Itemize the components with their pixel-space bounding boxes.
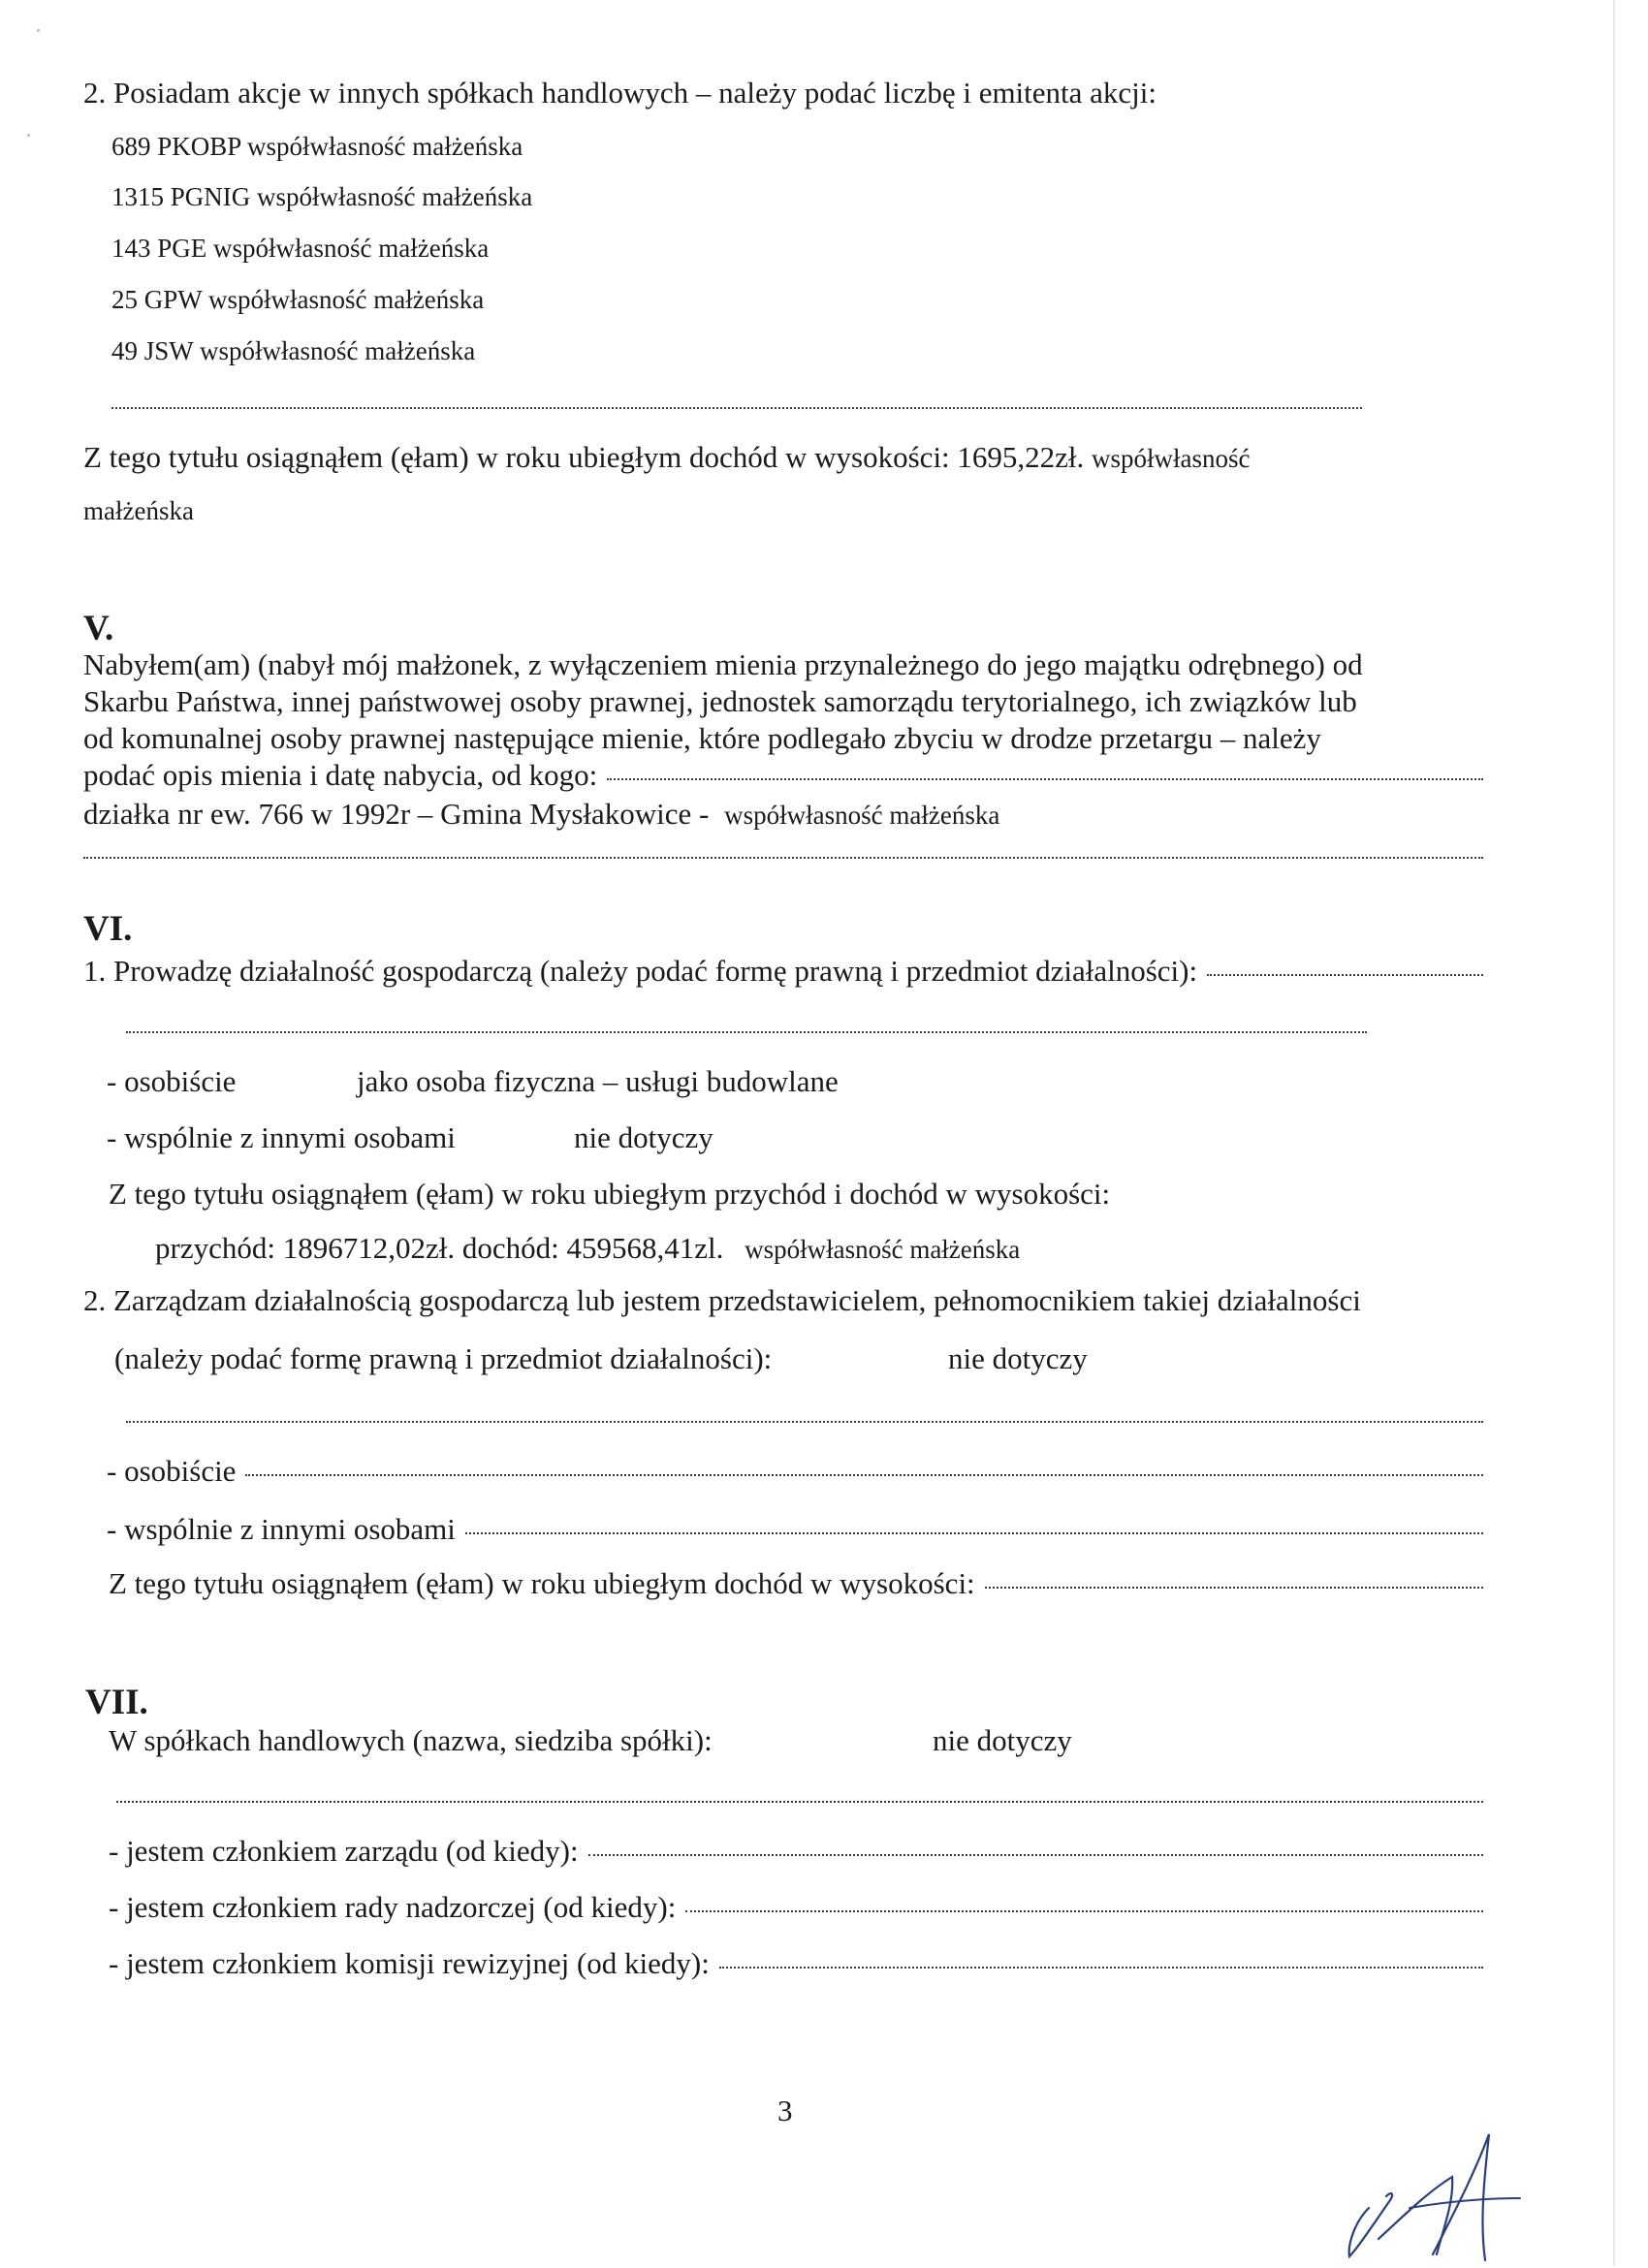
share-item: 143 PGE współwłasność małżeńska [111, 234, 490, 263]
dotted-fill [685, 1910, 1483, 1912]
section-v-answer-text: działka nr ew. 766 w 1992r – Gmina Mysłakowice - [83, 797, 710, 831]
dotted-fill [245, 1474, 1483, 1476]
management-personal-label: - osobiście [107, 1454, 237, 1488]
companies-question: W spółkach handlowych (nazwa, siedziba spółki): [109, 1723, 713, 1757]
business-revenue-text: przychód: 1896712,02zł. dochód: 459568,41zl. [155, 1231, 724, 1265]
dotted-fill [588, 1854, 1483, 1856]
board-member-label: - jestem członkiem zarządu (od kiedy): [109, 1834, 579, 1868]
share-item: 689 PKOBP współwłasność małżeńska [111, 132, 523, 161]
dotted-fill [719, 1967, 1483, 1969]
business-joint-value: nie dotyczy [574, 1120, 713, 1154]
signature-initials [1309, 2084, 1532, 2268]
audit-committee-row [109, 1948, 1483, 1978]
share-item: 25 GPW współwłasność małżeńska [111, 285, 485, 314]
business-revenue-note: współwłasność małżeńska [745, 1235, 1021, 1264]
management-joint-label: - wspólnie z innymi osobami [107, 1512, 456, 1546]
shares-income-cont: małżeńska [83, 496, 194, 525]
board-member-row [109, 1836, 1483, 1866]
shares-income-note: współwłasność [1092, 444, 1251, 473]
dotted-fill [607, 778, 1483, 780]
dotted-line [126, 1421, 1483, 1423]
business-joint-label: - wspólnie z innymi osobami [107, 1120, 456, 1154]
business-personal-label: - osobiście [107, 1064, 237, 1098]
dotted-line [111, 407, 1362, 409]
supervisory-board-row [109, 1892, 1483, 1922]
companies-value: nie dotyczy [933, 1723, 1072, 1757]
audit-committee-label: - jestem członkiem komisji rewizyjnej (od kiedy): [109, 1946, 710, 1980]
shares-income-text: Z tego tytułu osiągnąłem (ęłam) w roku ubiegłym dochód w wysokości: 1695,22zł. [83, 440, 1085, 474]
shares-income [83, 442, 1251, 472]
management-joint-row [107, 1514, 1483, 1544]
share-item: 1315 PGNIG współwłasność małżeńska [111, 182, 533, 211]
business-revenue [155, 1233, 1020, 1263]
section-v-question-row [83, 760, 1483, 790]
dotted-line [116, 1801, 1483, 1803]
section-heading-v: V. [83, 609, 114, 648]
dotted-fill [985, 1587, 1483, 1589]
page-edge-shadow [1613, 0, 1615, 2266]
shares-question: 2. Posiadam akcje w innych spółkach handlowych – należy podać liczbę i emitenta akcji: [83, 76, 1157, 110]
management-income-question: Z tego tytułu osiągnąłem (ęłam) w roku ubiegłym dochód w wysokości: [109, 1566, 975, 1600]
business-question-row [83, 956, 1483, 986]
scan-speck [37, 29, 40, 32]
dotted-line [83, 857, 1483, 859]
management-question: 2. Zarządzam działalnością gospodarczą lub jestem przedstawicielem, pełnomocnikiem takiej działalności [83, 1283, 1361, 1317]
management-personal-row [107, 1456, 1483, 1486]
dotted-fill [1207, 974, 1483, 976]
section-v-line: od komunalnej osoby prawnej następujące mienie, które podlegało zbyciu w drodze przetargu – należy [83, 721, 1321, 755]
business-question: 1. Prowadzę działalność gospodarczą (należy podać formę prawną i przedmiot działalności): [83, 954, 1198, 988]
management-value: nie dotyczy [948, 1341, 1088, 1375]
dotted-fill [465, 1532, 1483, 1534]
section-v-line: Nabyłem(am) (nabył mój małżonek, z wyłączeniem mienia przynależnego do jego majątku odrębnego) od [83, 647, 1363, 681]
supervisory-board-label: - jestem członkiem rady nadzorczej (od kiedy): [109, 1890, 677, 1924]
section-heading-vii: VII. [85, 1683, 148, 1722]
section-v-answer [83, 799, 999, 829]
section-heading-vi: VI. [83, 909, 133, 949]
share-item: 49 JSW współwłasność małżeńska [111, 336, 476, 365]
section-v-line: podać opis mienia i datę nabycia, od kogo: [83, 758, 598, 792]
section-v-line: Skarbu Państwa, innej państwowej osoby prawnej, jednostek samorządu terytorialnego, ich związków lub [83, 684, 1357, 718]
business-personal-value: jako osoba fizyczna – usługi budowlane [357, 1064, 839, 1098]
business-income-question: Z tego tytułu osiągnąłem (ęłam) w roku ubiegłym przychód i dochód w wysokości: [109, 1177, 1111, 1211]
management-income-row [109, 1568, 1483, 1598]
management-question-cont: (należy podać formę prawną i przedmiot działalności): [114, 1341, 773, 1375]
scan-speck [27, 134, 30, 137]
dotted-line [126, 1031, 1367, 1033]
page-number: 3 [777, 2094, 793, 2127]
section-v-answer-note: współwłasność małżeńska [724, 801, 1000, 830]
